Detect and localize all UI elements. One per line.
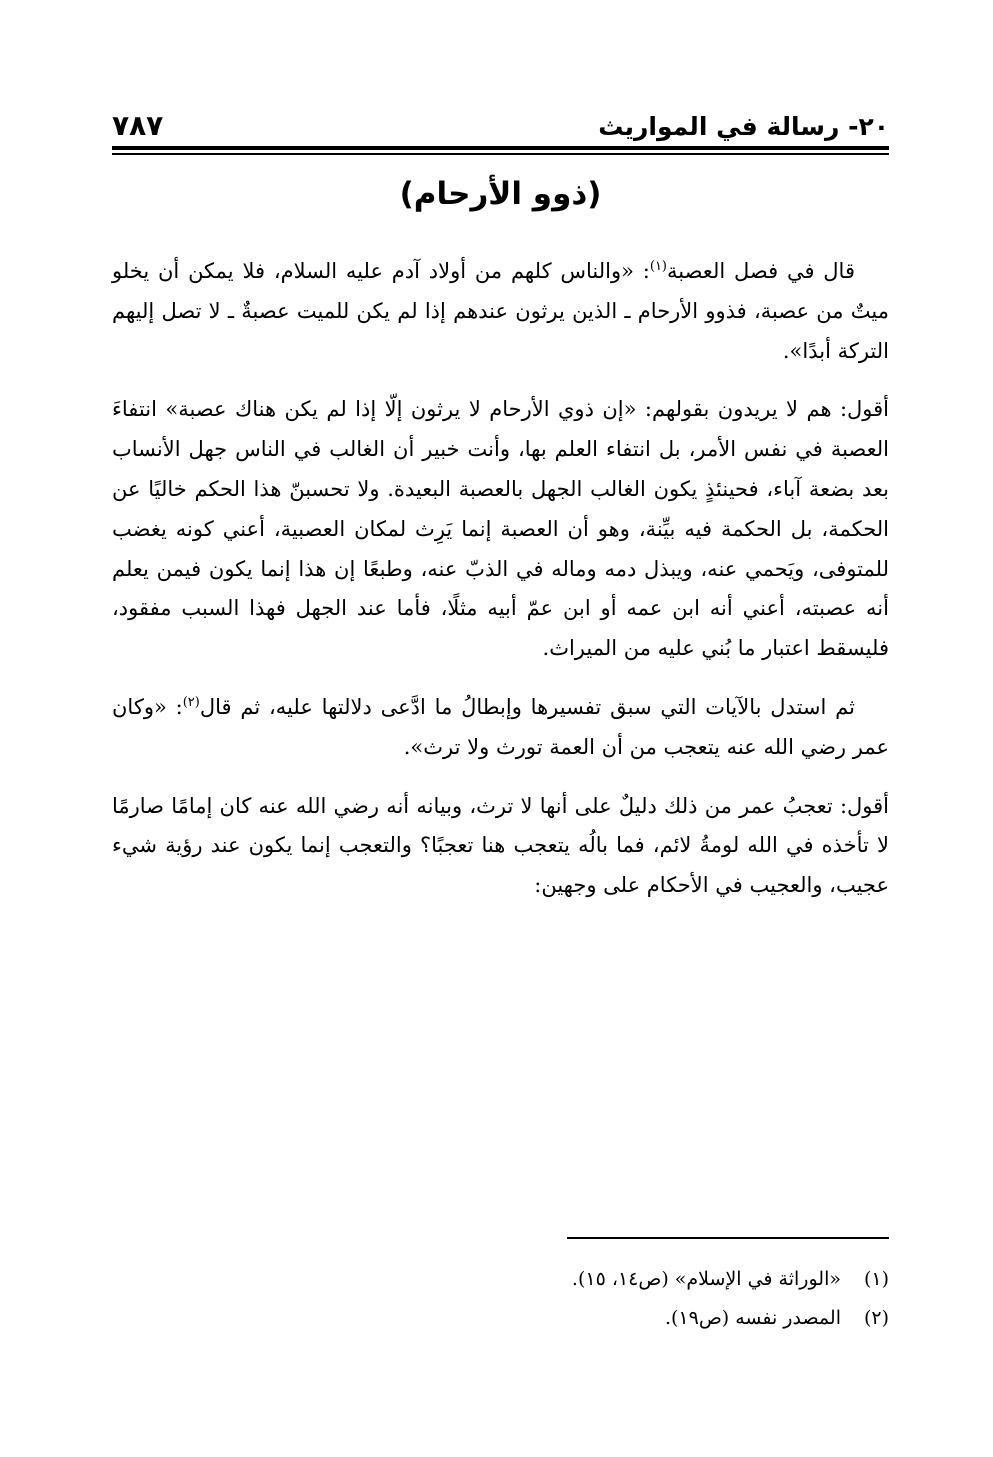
paragraph-3-end: : «وكان عمر رضي الله عنه يتعجب من أن العمة تورث ولا ترث». (112, 694, 889, 759)
paragraph-1-start: قال في فصل العصبة (667, 259, 855, 283)
chapter-title: ٢٠- رسالة في المواريث (598, 112, 889, 141)
section-heading: (ذوو الأرحام) (399, 176, 602, 212)
paragraph-1-end: : «والناس كلهم من أولاد آدم عليه السلام، فلا يمكن أن يخلو ميتٌ من عصبة، فذوو الأرحام ـ الذين يرثون عندهم إذا لم يكن للميت عصبةٌ ـ لا تصل إليهم التركة أبدًا». (112, 259, 889, 363)
footnote-number: (٢) (863, 1307, 889, 1329)
footnote-1 (112, 1260, 889, 1299)
paragraph-1 (112, 252, 889, 371)
paragraph-3 (112, 688, 889, 768)
footnote-number: (١) (863, 1268, 889, 1290)
header-rule-thin (112, 153, 889, 155)
paragraph-4: أقول: تعجبُ عمر من ذلك دليلٌ على أنها لا ترث، وبيانه أنه رضي الله عنه كان إمامًا صارمًا لا تأخذه في الله لومةُ لائم، فما بالُه يتعجب هنا تعجبًا؟ والتعجب إنما يكون عند رؤية شيء عجيب، والعجيب في الأحكام على وجهين: (112, 793, 889, 898)
header-rule-thick (112, 146, 889, 150)
footnote-text: «الوراثة في الإسلام» (ص١٤، ١٥). (571, 1268, 841, 1290)
paragraph-3-start: ثم استدل بالآيات التي سبق تفسيرها وإبطالُ ما ادَّعى دلالتها عليه، ثم قال (199, 694, 855, 719)
footnote-ref-1: (١) (649, 259, 667, 274)
footnote-separator (567, 1237, 889, 1239)
footnote-2 (112, 1299, 889, 1338)
page-number: ٧٨٧ (112, 109, 164, 142)
footnotes (112, 1260, 889, 1338)
main-text (112, 252, 889, 925)
paragraph-2: أقول: هم لا يريدون بقولهم: «إن ذوي الأرحام لا يرثون إلّا إذا لم يكن هناك عصبة» انتفاءَ العصبة في نفس الأمر، بل انتفاء العلم بها، وأنت خبير أن الغالب في الناس جهل الأنساب بعد بضعة آباء، فحينئذٍ يكون الغالب الجهل بالعصبة البعيدة. ولا تحسبنّ هذا الحكم خاليًا عن الحكمة، بل الحكمة فيه بيِّنة، وهو أن العصبة إنما يَرِث لمكان العصبية، أعني كونه يغضب للمتوفى، ويَحمي عنه، ويبذل دمه وماله في الذبّ عنه، وطبعًا إن هذا إنما يكون فيمن يعلم أنه عصبته، أعني أنه ابن عمه أو ابن عمّ أبيه مثلًا، فأما عند الجهل فهذا السبب مفقود، فليسقط اعتبار ما بُني عليه من الميراث. (112, 397, 889, 661)
footnote-ref-2: (٢) (182, 694, 200, 710)
running-header (112, 108, 889, 148)
footnote-text: المصدر نفسه (ص١٩). (664, 1307, 841, 1329)
